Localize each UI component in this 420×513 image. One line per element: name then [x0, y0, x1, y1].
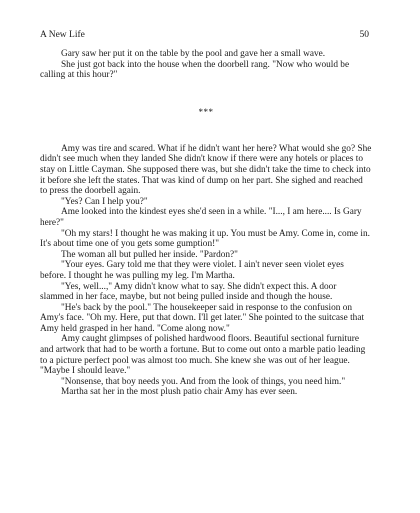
paragraph: Amy caught glimpses of polished hardwood floors. Beautiful sectional furniture and artwork that had to be worth a fortune. But to come out onto a marble patio leading to a picture perfect pool was almost too much. She knew she was out of her league. "Maybe I should leave."	[40, 334, 366, 377]
paragraph: Amy was tire and scared. What if he didn't want her here? What would she go? She didn't see much when they landed She didn't know if there were any hotels or places to stay on Little Cayman. She supposed there was, but she didn't take the time to check into it before she left the states. That was kind of dump on her part. She sighed and reached to press the doorbell again.	[40, 143, 372, 197]
paragraph: Ame looked into the kindest eyes she'd seen in a while. "I..., I am here.... Is Gary here?"	[40, 207, 362, 228]
paragraph: "Your eyes. Gary told me that they were violet. I ain't never seen violet eyes before. I thought he was pulling my leg. I'm Martha.	[40, 260, 344, 281]
spacer	[40, 117, 372, 144]
paragraph: "Nonsense, that boy needs you. And from the look of things, you need him."	[61, 376, 346, 387]
paragraph: Martha sat her in the most plush patio chair Amy has ever seen.	[61, 387, 298, 398]
spacer	[40, 81, 372, 107]
scene-break: ***	[198, 106, 214, 117]
paragraph: "Oh my stars! I thought he was making it up. You must be Amy. Come in, come in. It's about time one of you gets some gumption!"	[40, 228, 370, 250]
page-number: 50	[359, 30, 369, 40]
paragraph: "Yes, well...," Amy didn't know what to say. She didn't expect this. A door slammed in her face, maybe, but not being pulled inside and though the house.	[40, 281, 337, 303]
running-header	[40, 30, 369, 41]
paragraph: "Yes? Can I help you?"	[61, 196, 148, 207]
page-body	[40, 49, 372, 398]
paragraph: The woman all but pulled her inside. "Pardon?"	[61, 249, 238, 260]
paragraph: She just got back into the house when the doorbell rang. "Now who would be calling at this hour?"	[40, 59, 350, 81]
paragraph: "He's back by the pool." The housekeeper said in response to the confusion on Amy's face. "Oh my. Here, put that down. I'll get later." She pointed to the suitcase that Amy held grasped in her hand. "Come along now."	[40, 302, 365, 334]
paragraph: Gary saw her put it on the table by the pool and gave her a small wave.	[61, 49, 326, 59]
book-title: A New Life	[40, 30, 85, 40]
